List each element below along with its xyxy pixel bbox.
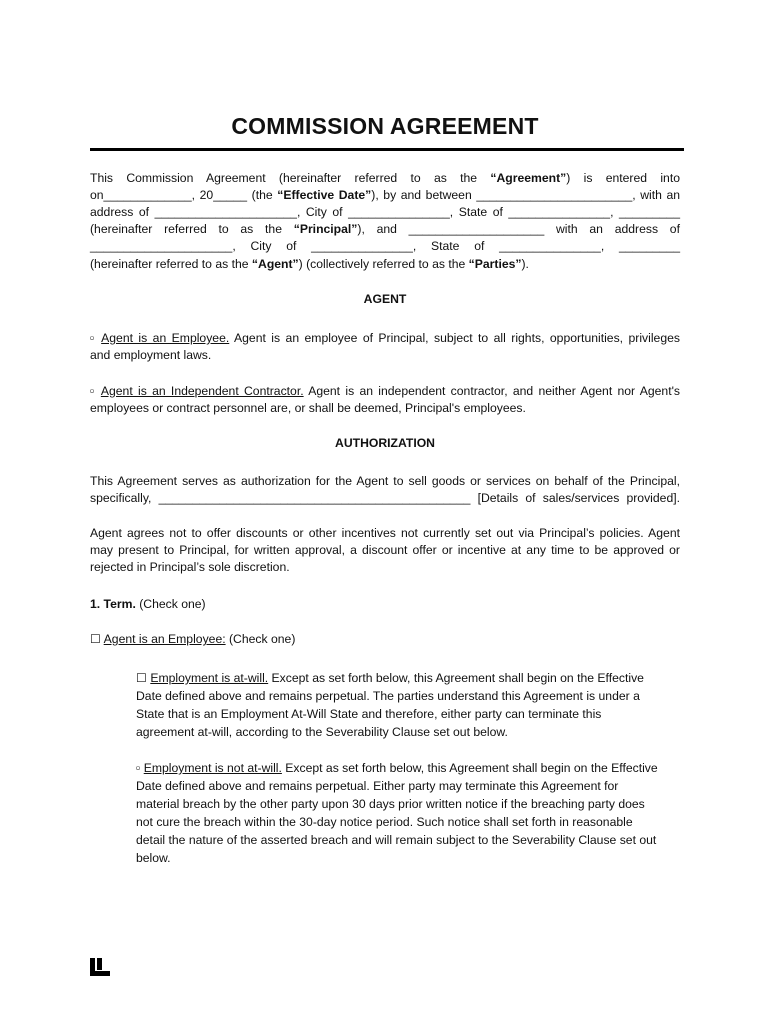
not-at-will-line-3: material breach by the other party upon 30 days prior written notice if the breaching party does <box>136 797 645 811</box>
checkbox-icon[interactable]: ☐ <box>136 671 147 685</box>
at-will-line-4: agreement at-will, according to the Severability Clause set out below. <box>136 725 508 739</box>
agent-option-contractor: ▫ Agent is an Independent Contractor. Agent is an independent contractor, and neither Agent nor Agent's <box>90 384 681 398</box>
auth-p2-line-2: may present to Principal, for written approval, a discount offer or incentive at any time to be approved or <box>90 543 680 557</box>
agent-option-employee-cont: and employment laws. <box>90 348 212 362</box>
intro-line-1: This Commission Agreement (hereinafter referred to as the “Agreement”) is entered into <box>90 171 680 185</box>
at-will-line-3: State that is an Employment At-Will State and therefore, either party can terminate this <box>136 707 602 721</box>
not-at-will-line-5: detail the nature of the asserted breach and will remain subject to the Severability Clause set out <box>136 833 657 847</box>
auth-p1-line-1: This Agreement serves as authorization for the Agent to sell goods or services on behalf of the Principal, <box>90 474 680 488</box>
not-at-will-line-2: Date defined above and remains perpetual. Either party may terminate this Agreement for <box>136 779 619 793</box>
document-title: COMMISSION AGREEMENT <box>231 113 539 139</box>
auth-p2-line-3: rejected in Principal’s sole discretion. <box>90 560 290 574</box>
at-will-line-1: ☐ Employment is at-will. Except as set forth below, this Agreement shall begin on the Effective <box>136 671 644 685</box>
checkbox-icon[interactable]: ▫ <box>136 761 141 775</box>
term-heading: 1. Term. (Check one) <box>90 597 206 611</box>
agent-option-contractor-cont: employees or contract personnel are, or shall be deemed, Principal's employees. <box>90 401 526 415</box>
intro-line-6: (hereinafter referred to as the “Agent”) (collectively referred to as the “Parties”). <box>90 257 529 271</box>
intro-line-2: on_____________, 20_____ (the “Effective Date”), by and between _______________________, with an <box>90 188 681 202</box>
intro-line-3: address of _____________________, City of _______________, State of _______________, _________ <box>90 205 680 219</box>
legal-templates-logo-icon <box>90 958 110 976</box>
intro-line-4: (hereinafter referred to as the “Principal”), and ____________________ with an address of <box>90 222 680 236</box>
not-at-will-line-4: not cure the breach within the 30-day notice period. Such notice shall set forth in reasonable <box>136 815 633 829</box>
title-underline <box>90 148 684 151</box>
term-employee-option: ☐ Agent is an Employee: (Check one) <box>90 632 296 646</box>
not-at-will-line-1: ▫ Employment is not at-will. Except as set forth below, this Agreement shall begin on the Effective <box>136 761 658 775</box>
agent-heading: AGENT <box>363 292 407 306</box>
at-will-line-2: Date defined above and remains perpetual. The parties understand this Agreement is under a <box>136 689 640 703</box>
auth-p1-line-2: specifically, ______________________________________________ [Details of sales/services provided]. <box>90 491 680 505</box>
intro-line-5: _____________________, City of _______________, State of _______________, _________ <box>90 239 680 253</box>
checkbox-icon[interactable]: ▫ <box>90 384 97 398</box>
not-at-will-line-6: below. <box>136 851 171 865</box>
checkbox-icon[interactable]: ☐ <box>90 632 101 646</box>
auth-p2-line-1: Agent agrees not to offer discounts or other incentives not currently set out via Principal’s policies. Agent <box>90 526 680 540</box>
checkbox-icon[interactable]: ▫ <box>90 331 97 345</box>
authorization-heading: AUTHORIZATION <box>335 436 435 450</box>
agent-option-employee: ▫ Agent is an Employee. Agent is an employee of Principal, subject to all rights, opportunities, privileges <box>90 331 680 345</box>
